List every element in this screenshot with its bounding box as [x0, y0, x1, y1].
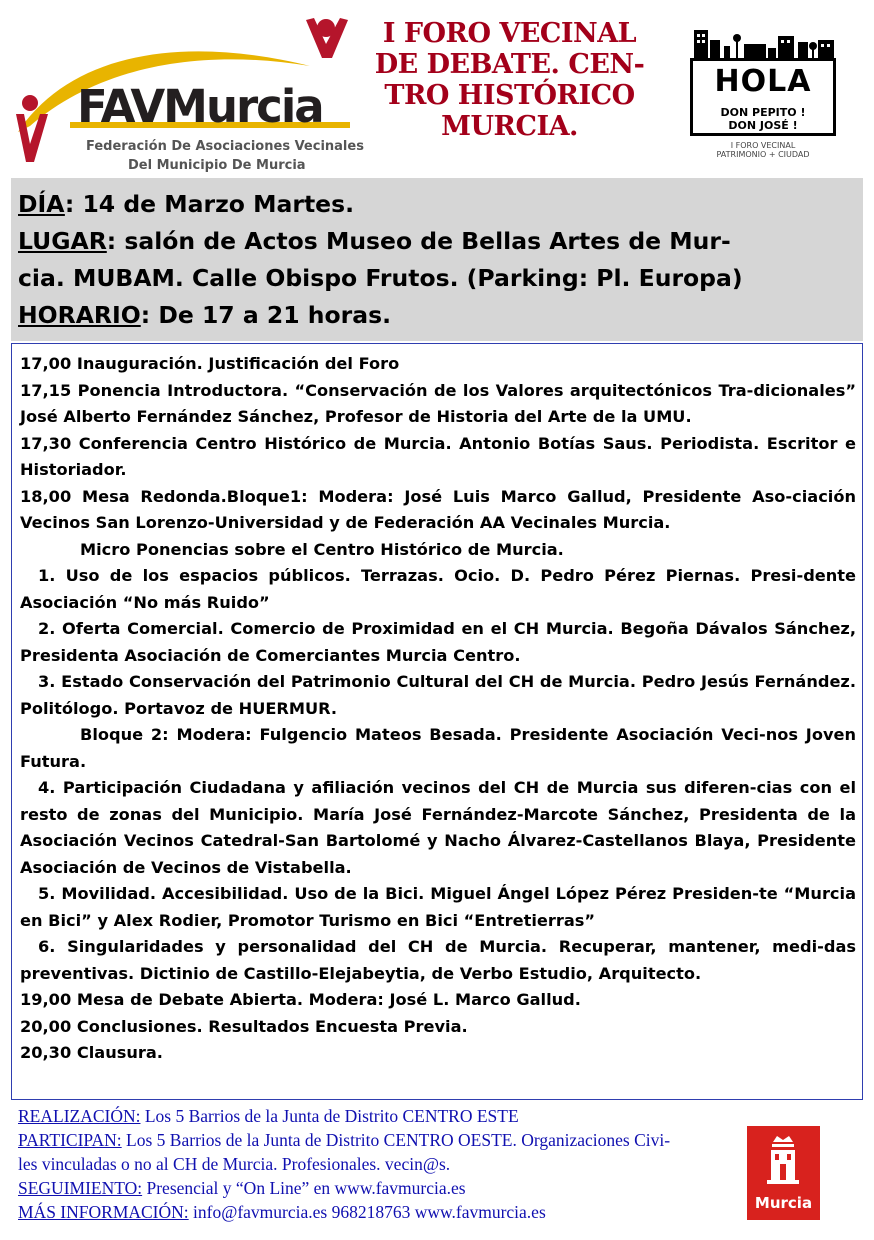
title-line: TRO HISTÓRICO [384, 80, 635, 111]
horario-value: : De 17 a 21 horas. [140, 301, 391, 329]
event-title [362, 18, 657, 142]
program-item: 17,15 Ponencia Introductora. “Conservación de los Valores arquitectónicos Tra-dicionales” José Alberto Fernández Sánchez, Profesor de Historia del Arte de la UMU. [20, 380, 856, 426]
program-item: 17,30 Conferencia Centro Histórico de Murcia. Antonio Botías Saus. Periodista. Escritor e Historiador. [20, 433, 856, 479]
seguimiento-label: SEGUIMIENTO: [18, 1178, 143, 1198]
program-item: 20,30 Clausura. [20, 1043, 163, 1062]
realizacion-line [18, 1104, 853, 1128]
logo-subtitle-line1: Federación De Asociaciones Vecinales [86, 139, 364, 154]
hola-footer1: I FORO VECINAL [730, 141, 796, 150]
lugar-value: : salón de Actos Museo de Bellas Artes de Mur- [106, 227, 731, 255]
lugar-line-2: cia. MUBAM. Calle Obispo Frutos. (Parking: Pl. Europa) [18, 264, 743, 292]
program-subheading: Bloque 2: Modera: Fulgencio Mateos Besada. Presidente Asociación Veci-nos Joven Futura. [20, 725, 856, 771]
ayuntamiento-murcia-logo [747, 1126, 820, 1220]
program-item: 20,00 Conclusiones. Resultados Encuesta Previa. [20, 1016, 468, 1036]
title-line: DE DEBATE. CEN- [374, 49, 645, 80]
mas-informacion-label: MÁS INFORMACIÓN: [18, 1202, 189, 1222]
participan-line-2: les vinculadas o no al CH de Murcia. Profesionales. vecin@s. [18, 1154, 451, 1174]
realizacion-label: REALIZACIÓN: [18, 1106, 141, 1126]
lugar-line [18, 223, 863, 260]
mas-informacion-value: info@favmurcia.es 968218763 www.favmurcia.es [188, 1202, 546, 1222]
mas-informacion-line [18, 1200, 853, 1224]
logo-wordmark: FAVMurcia [77, 80, 323, 133]
horario-line [18, 297, 863, 334]
hola-line2: DON JOSÉ ! [728, 119, 798, 132]
dia-line [18, 186, 863, 223]
hola-frame [690, 58, 836, 136]
participan-value: Los 5 Barrios de la Junta de Distrito CENTRO OESTE. Organizaciones Civi- [121, 1130, 671, 1150]
hola-line1: DON PEPITO ! [720, 106, 806, 119]
participan-line [18, 1128, 853, 1152]
realizacion-value: Los 5 Barrios de la Junta de Distrito CENTRO ESTE [140, 1106, 519, 1126]
program-item: 6. Singularidades y personalidad del CH de Murcia. Recuperar, mantener, medi-das preventivas. Dictinio de Castillo-Elejabeytia, de Verbo Estudio, Arquitecto. [20, 937, 856, 983]
crown-castle-icon [747, 1134, 820, 1194]
program-item: 19,00 Mesa de Debate Abierta. Modera: José L. Marco Gallud. [20, 990, 581, 1009]
program-box [11, 343, 863, 1100]
seguimiento-line [18, 1176, 853, 1200]
program-subheading: Micro Ponencias sobre el Centro Histórico de Murcia. [80, 539, 564, 559]
program-item: 18,00 Mesa Redonda.Bloque1: Modera: José Luis Marco Gallud, Presidente Aso-ciación Vecinos San Lorenzo-Universidad y de Federación AA Vecinales Murcia. [20, 486, 856, 532]
participan-label: PARTICIPAN: [18, 1130, 122, 1150]
city-skyline-icon [686, 28, 846, 60]
title-line: MURCIA. [441, 111, 578, 142]
hola-badge-logo [686, 28, 846, 168]
footer-info [18, 1104, 853, 1224]
hola-footer2: PATRIMONIO + CIUDAD [716, 150, 810, 159]
murcia-badge-label: Murcia [754, 1194, 813, 1212]
program-item: 17,00 Inauguración. Justificación del Foro [20, 354, 400, 373]
dia-label: DÍA [18, 190, 65, 218]
program-item: 4. Participación Ciudadana y afiliación vecinos del CH de Murcia sus diferen-cias con el resto de zonas del Municipio. María José Fernández-Marcote Sánchez, Presidenta de la Asociación Vecinos Catedral-San Bartolomé y Nacho Álvarez-Castellanos Blaya, Presidente Asociación de Vecinos de Vistabella. [20, 778, 856, 877]
logo-subtitle-line2: Del Municipio De Murcia [128, 158, 306, 173]
favmurcia-logo [10, 14, 364, 180]
program-item: 1. Uso de los espacios públicos. Terrazas. Ocio. D. Pedro Pérez Piernas. Presi-dente Asociación “No más Ruido” [20, 566, 856, 612]
hola-word: HOLA [714, 64, 812, 99]
event-info [11, 178, 863, 341]
program-item: 2. Oferta Comercial. Comercio de Proximidad en el CH Murcia. Begoña Dávalos Sánchez, Presidenta Asociación de Comerciantes Murcia Centro. [20, 619, 856, 665]
dia-value: : 14 de Marzo Martes. [64, 190, 355, 218]
title-line: I FORO VECINAL [382, 18, 637, 49]
lugar-label: LUGAR [18, 227, 107, 255]
program-item: 3. Estado Conservación del Patrimonio Cultural del CH de Murcia. Pedro Jesús Fernández. Politólogo. Portavoz de HUERMUR. [20, 672, 856, 718]
seguimiento-value: Presencial y “On Line” en www.favmurcia.es [142, 1178, 466, 1198]
program-item: 5. Movilidad. Accesibilidad. Uso de la Bici. Miguel Ángel López Pérez Presiden-te “Murcia en Bici” y Alex Rodier, Promotor Turismo en Bici “Entretierras” [20, 884, 856, 930]
horario-label: HORARIO [18, 301, 141, 329]
